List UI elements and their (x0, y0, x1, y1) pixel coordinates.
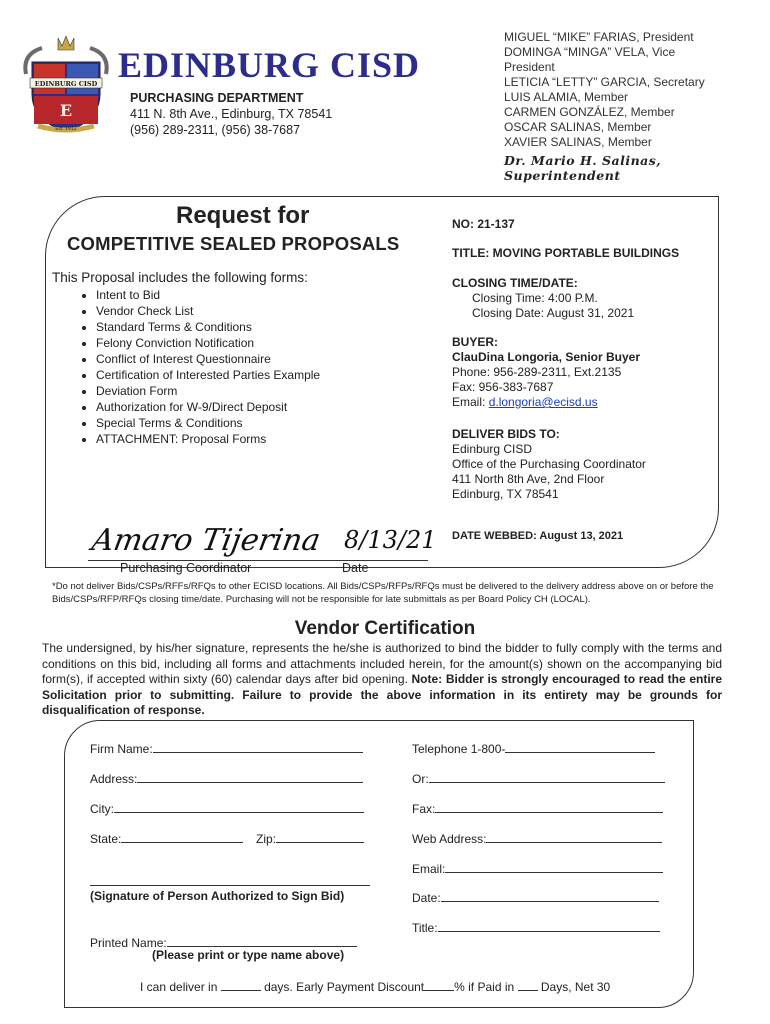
department-address: 411 N. 8th Ave., Edinburg, TX 78541 (130, 107, 333, 121)
zip-line[interactable] (276, 830, 364, 843)
logo-ribbon-text: Est. 1912 (55, 127, 77, 132)
closing-block (452, 276, 634, 321)
list-item: • Certification of Interested Parties Example (96, 367, 320, 383)
board-line: LETICIA “LETTY” GARCIA, Secretary (504, 75, 705, 89)
buyer-phone: Phone: 956-289-2311, Ext.2135 (452, 365, 622, 379)
discount-days-input[interactable] (518, 978, 538, 991)
email-label: Email: (412, 862, 446, 876)
board-line: LUIS ALAMIA, Member (504, 90, 629, 104)
date-field[interactable] (412, 889, 659, 905)
list-item: • Standard Terms & Conditions (96, 319, 320, 335)
email-field[interactable] (412, 860, 663, 876)
coordinator-signature (89, 508, 437, 566)
list-item: • Special Terms & Conditions (96, 415, 320, 431)
fax-field[interactable] (412, 800, 663, 816)
deliver-line: 411 North 8th Ave, 2nd Floor (452, 472, 605, 486)
deliver-line: Edinburg, TX 78541 (452, 487, 559, 501)
deliver-label: DELIVER BIDS TO: (452, 427, 560, 441)
deliver-mid: days. Early Payment Discount (264, 980, 425, 994)
or-label: Or: (412, 772, 429, 786)
printed-name-label: Printed Name: (90, 936, 167, 950)
city-field[interactable] (90, 800, 364, 816)
closing-time: Closing Time: 4:00 P.M. (472, 291, 598, 305)
forms-list (60, 287, 320, 447)
list-item: • Deviation Form (96, 383, 320, 399)
rfp-title-line2: COMPETITIVE SEALED PROPOSALS (67, 233, 400, 254)
vendor-para-note: Note: Bidder is strongly encouraged to read the entire Solicitation prior to submitting. Failure to provide the above information in its entirety may be grounds for disqualification of response. (42, 672, 722, 717)
telephone-label: Telephone 1-800- (412, 742, 506, 756)
deliver-line: Edinburg CISD (452, 442, 533, 456)
deliver-pct: % if Paid in (454, 980, 515, 994)
department-phone: (956) 289-2311, (956) 38-7687 (130, 123, 301, 137)
telephone-field[interactable] (412, 740, 655, 756)
email-line[interactable] (445, 860, 663, 873)
state-field[interactable] (90, 830, 243, 846)
delivery-days-input[interactable] (221, 978, 261, 991)
department-block (130, 90, 332, 138)
web-address-field[interactable] (412, 830, 662, 846)
zip-label: Zip: (256, 832, 277, 846)
board-members (504, 30, 705, 150)
or-field[interactable] (412, 770, 665, 786)
telephone-line[interactable] (505, 740, 655, 753)
zip-field[interactable] (256, 830, 364, 846)
firm-name-label: Firm Name: (90, 742, 153, 756)
list-item: • Felony Conviction Notification (96, 335, 320, 351)
closing-date: Closing Date: August 31, 2021 (472, 306, 635, 320)
board-line: President (504, 60, 555, 74)
list-item: • Intent to Bid (96, 287, 320, 303)
signature-date: 8/13/21 (344, 526, 437, 554)
buyer-label: BUYER: (452, 335, 499, 349)
list-item: • Authorization for W-9/Direct Deposit (96, 399, 320, 415)
rfp-number: NO: 21-137 (452, 217, 515, 231)
city-label: City: (90, 802, 114, 816)
date-field-label: Date: (412, 891, 441, 905)
deliver-block (452, 427, 646, 502)
delivery-terms-row (140, 978, 610, 994)
city-line[interactable] (114, 800, 364, 813)
buyer-block (452, 335, 640, 410)
firm-name-line[interactable] (153, 740, 363, 753)
address-label: Address: (90, 772, 138, 786)
buyer-email-row (452, 395, 640, 410)
buyer-fax: Fax: 956-383-7687 (452, 380, 554, 394)
web-address-line[interactable] (486, 830, 662, 843)
web-address-label: Web Address: (412, 832, 487, 846)
title-field[interactable] (412, 919, 660, 935)
district-name: EDINBURG CISD (118, 45, 421, 85)
discount-percent-input[interactable] (424, 978, 454, 991)
district-seal-logo (24, 34, 108, 134)
printed-name-note: (Please print or type name above) (152, 948, 345, 962)
title-label: Title: (412, 921, 438, 935)
rfp-title: TITLE: MOVING PORTABLE BUILDINGS (452, 246, 680, 260)
board-line: MIGUEL “MIKE” FARIAS, President (504, 30, 694, 44)
superintendent: Dr. Mario H. Salinas, Superintendent (504, 153, 662, 183)
address-field[interactable] (90, 770, 363, 786)
vendor-certification-heading: Vendor Certification (294, 618, 476, 639)
firm-name-field[interactable] (90, 740, 363, 756)
rfp-title-line1: Request for (176, 202, 310, 229)
board-line: XAVIER SALINAS, Member (504, 135, 652, 149)
vendor-certification-paragraph (42, 641, 722, 719)
list-item: • ATTACHMENT: Proposal Forms (96, 431, 320, 447)
list-item: • Conflict of Interest Questionnaire (96, 351, 320, 367)
list-item: • Vendor Check List (96, 303, 320, 319)
logo-text: EDINBURG CISD (34, 80, 98, 88)
department-name: PURCHASING DEPARTMENT (130, 91, 304, 105)
printed-name-line[interactable] (167, 934, 357, 947)
state-line[interactable] (121, 830, 243, 843)
deliver-end: Days, Net 30 (540, 980, 611, 994)
date-field-line[interactable] (441, 889, 659, 902)
board-line: DOMINGA “MINGA” VELA, Vice (504, 45, 676, 59)
state-label: State: (90, 832, 122, 846)
signature-name: Amaro Tijerina (89, 523, 323, 558)
closing-label: CLOSING TIME/DATE: (452, 276, 578, 290)
authorized-signature-label: (Signature of Person Authorized to Sign Bid) (90, 889, 345, 903)
date-label: Date (342, 561, 369, 575)
svg-text:E: E (59, 101, 73, 120)
board-line: CARMEN GONZÁLEZ, Member (504, 105, 675, 119)
board-line: OSCAR SALINAS, Member (504, 120, 652, 134)
buyer-name: ClauDina Longoria, Senior Buyer (452, 350, 641, 364)
buyer-email-link[interactable]: d.longoria@ecisd.us (488, 395, 598, 409)
fax-label: Fax: (412, 802, 436, 816)
signature-label: Purchasing Coordinator (120, 561, 252, 575)
deliver-line: Office of the Purchasing Coordinator (452, 457, 646, 471)
buyer-email-label: Email: (452, 395, 486, 409)
date-webbed: DATE WEBBED: August 13, 2021 (452, 530, 624, 542)
forms-intro: This Proposal includes the following forms: (52, 270, 308, 285)
or-line[interactable] (429, 770, 665, 783)
title-line[interactable] (438, 919, 660, 932)
fax-line[interactable] (435, 800, 663, 813)
delivery-notice: *Do not deliver Bids/CSPs/RFFs/RFQs to other ECISD locations. All Bids/CSPs/RFPs/RFQs must be delivered to the delivery address above on or before the Bids/CSPs/RFP/RFQs closing time/date. Purchasing will not be responsible for late submittals as per Board Policy CH (LOCAL). (52, 581, 714, 605)
vendor-para-text: The undersigned, by his/her signature, represents the he/she is authorized to bind the bidder to fully comply with the terms and conditions on this bid, including all forms and attachments included herein, for the amount(s) shown on the accompanying bid form(s), if accepted within sixty (60) calendar days after bid opening. (42, 641, 722, 686)
deliver-pre: I can deliver in (140, 980, 218, 994)
address-line[interactable] (137, 770, 363, 783)
authorized-signature-line[interactable] (90, 885, 370, 886)
